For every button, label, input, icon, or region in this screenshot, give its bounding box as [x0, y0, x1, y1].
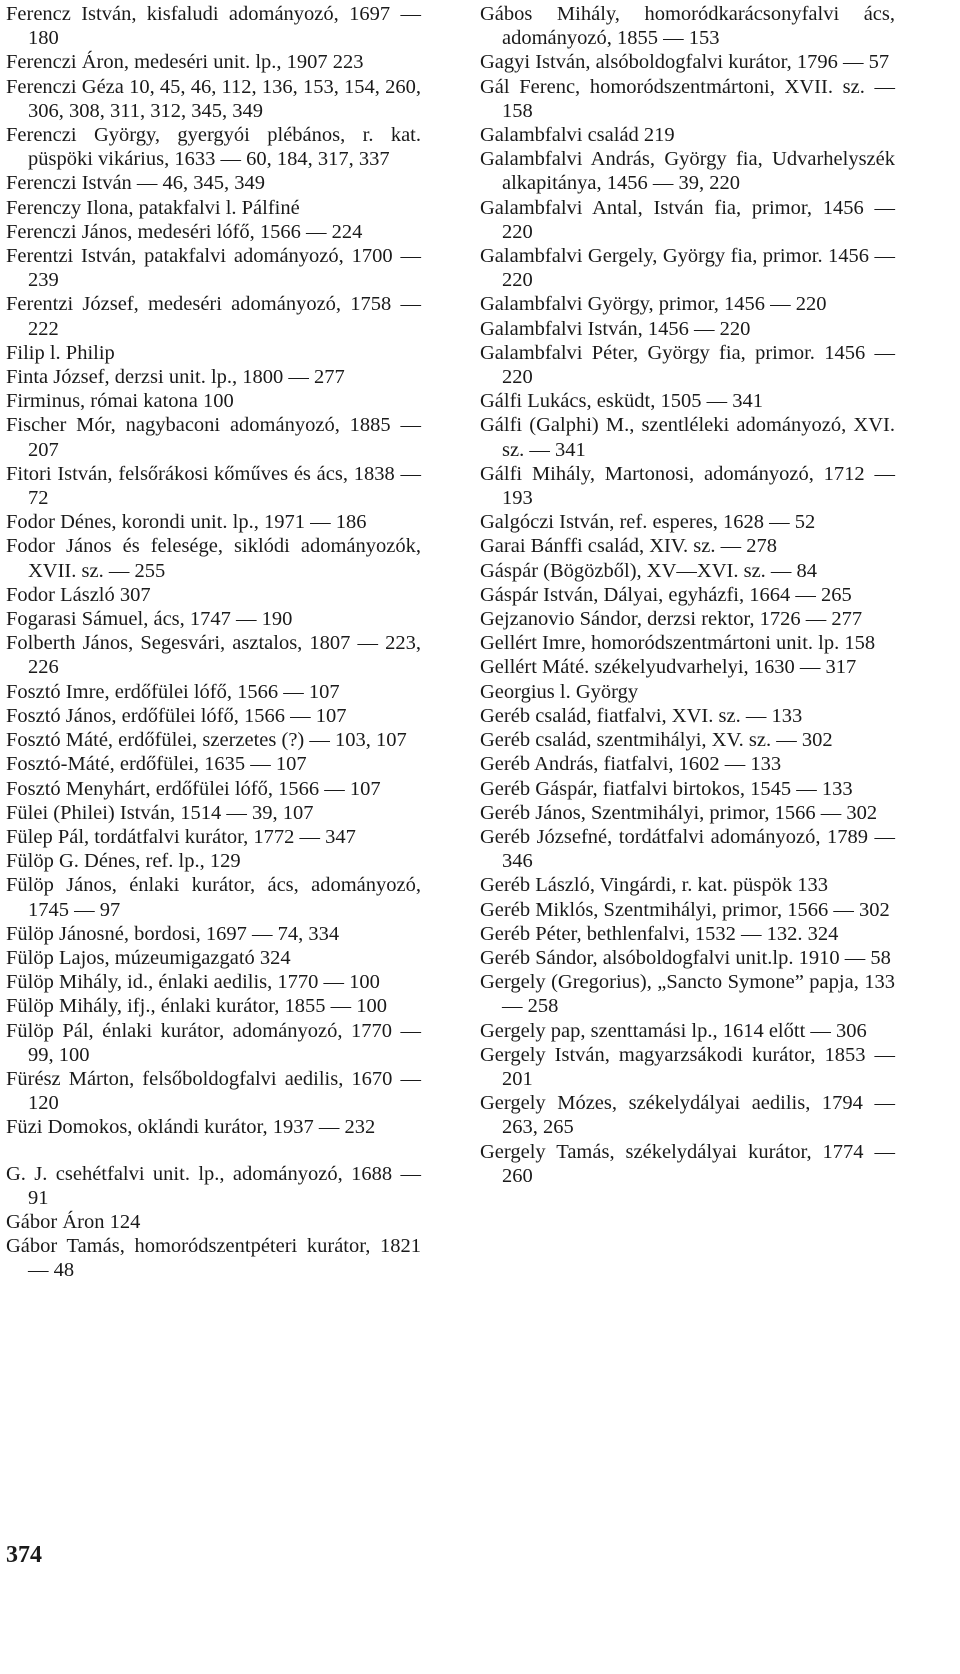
index-entry: Geréb Gáspár, fiatfalvi birtokos, 1545 — 133	[480, 777, 853, 800]
index-entry: Filip l. Philip	[6, 341, 115, 364]
index-entry: Galgóczi István, ref. esperes, 1628 — 52	[480, 511, 816, 534]
index-entry: Gábor Tamás, homoródszentpéteri kurátor, 1821 — 48	[6, 1235, 421, 1282]
index-entry: Fürész Márton, felsőboldogfalvi aedilis, 1670 — 120	[6, 1067, 421, 1115]
index-entry: Ferenczi Áron, medeséri unit. lp., 1907 223	[6, 51, 364, 74]
left-column	[6, 2, 421, 1283]
index-entry: Ferenczi István — 46, 345, 349	[6, 172, 266, 195]
index-entry: Galambfalvi Gergely, György fia, primor. 1456 — 220	[480, 245, 895, 292]
index-entry: Firminus, római katona 100	[6, 390, 234, 413]
index-entry: Geréb László, Vingárdi, r. kat. püspök 133	[480, 874, 828, 897]
index-entry: Galambfalvi András, György fia, Udvarhelyszék alkapitánya, 1456 — 39, 220	[480, 148, 895, 195]
index-entry: Gellért Máté. székelyudvarhelyi, 1630 — 317	[480, 656, 857, 679]
index-entry: Fülöp G. Dénes, ref. lp., 129	[6, 850, 241, 873]
index-entry: Fülöp Mihály, id., énlaki aedilis, 1770 — 100	[6, 971, 380, 994]
index-entry: Fodor Dénes, korondi unit. lp., 1971 — 186	[6, 511, 367, 534]
index-entry: Geréb János, Szentmihályi, primor, 1566 — 302	[480, 801, 878, 824]
index-entry: Ferenczy Ilona, patakfalvi l. Pálfiné	[6, 196, 300, 219]
index-entry: Fosztó Máté, erdőfülei, szerzetes (?) — 103, 107	[6, 729, 407, 752]
page-number: 374	[6, 1542, 42, 1568]
index-entry: Fogarasi Sámuel, ács, 1747 — 190	[6, 608, 293, 631]
index-entry: Gergely pap, szenttamási lp., 1614 előtt — 306	[480, 1019, 867, 1042]
index-entry: Georgius l. György	[480, 680, 639, 703]
index-entry: Galambfalvi György, primor, 1456 — 220	[480, 293, 827, 316]
index-entry: Füzi Domokos, oklándi kurátor, 1937 — 232	[6, 1116, 376, 1139]
index-entry: Fülöp Lajos, múzeumigazgató 324	[6, 946, 291, 969]
index-entry: Gálfi Mihály, Martonosi, adományozó, 1712 — 193	[480, 462, 895, 510]
index-entry: Galambfalvi Antal, István fia, primor, 1456 — 220	[480, 196, 895, 243]
index-entry: Gagyi István, alsóboldogfalvi kurátor, 1796 — 57	[480, 51, 890, 74]
index-entry: Gejzanovio Sándor, derzsi rektor, 1726 — 277	[480, 608, 863, 631]
index-entry: Garai Bánffi család, XIV. sz. — 278	[480, 535, 777, 558]
index-entry: Gergely Mózes, székelydályai aedilis, 1794 — 263, 265	[480, 1092, 895, 1139]
index-entry: Geréb Sándor, alsóboldogfalvi unit.lp. 1910 — 58	[480, 946, 891, 969]
index-entry: Folberth János, Segesvári, asztalos, 1807 — 223, 226	[6, 632, 421, 679]
index-entry: Ferentzi József, medeséri adományozó, 1758 — 222	[6, 293, 421, 340]
index-entry: Galambfalvi Péter, György fia, primor. 1456 — 220	[480, 341, 895, 389]
index-entry: Ferenczi György, gyergyói plébános, r. kat. püspöki vikárius, 1633 — 60, 184, 317, 337	[6, 124, 421, 171]
index-entry: Fodor László 307	[6, 583, 151, 606]
index-entry: Fosztó-Máté, erdőfülei, 1635 — 107	[6, 753, 307, 776]
index-entry: Gábos Mihály, homoródkarácsonyfalvi ács, adományozó, 1855 — 153	[480, 3, 895, 50]
index-entry: Geréb Péter, bethlenfalvi, 1532 — 132. 324	[480, 922, 839, 945]
index-entry: Gálfi (Galphi) M., szentléleki adományozó, XVI. sz. — 341	[480, 414, 895, 461]
index-entry: Gellért Imre, homoródszentmártoni unit. lp. 158	[480, 632, 876, 655]
index-entry: Ferentzi István, patakfalvi adományozó, 1700 — 239	[6, 245, 421, 292]
index-entry: Fülöp Jánosné, bordosi, 1697 — 74, 334	[6, 922, 340, 945]
index-entry: Gálfi Lukács, esküdt, 1505 — 341	[480, 390, 763, 413]
index-entry: Gergely István, magyarzsákodi kurátor, 1853 — 201	[480, 1043, 895, 1090]
index-entry: Fosztó Menyhárt, erdőfülei lófő, 1566 — 107	[6, 777, 381, 800]
index-entry: Galambfalvi család 219	[480, 124, 675, 147]
index-entry: Ferencz István, kisfaludi adományozó, 1697 — 180	[6, 3, 421, 50]
index-entry: Gábor Áron 124	[6, 1210, 141, 1233]
index-entry: Fülöp János, énlaki kurátor, ács, adományozó, 1745 — 97	[6, 874, 421, 921]
index-entry: Gergely Tamás, székelydályai kurátor, 1774 — 260	[480, 1140, 895, 1187]
index-entry: Geréb András, fiatfalvi, 1602 — 133	[480, 753, 782, 776]
index-entry: Geréb család, fiatfalvi, XVI. sz. — 133	[480, 704, 803, 727]
index-entry: Geréb Józsefné, tordátfalvi adományozó, 1789 — 346	[480, 825, 895, 873]
index-entry: Fitori István, felsőrákosi kőműves és ács, 1838 — 72	[6, 462, 421, 510]
index-entry: Geréb család, szentmihályi, XV. sz. — 302	[480, 729, 833, 752]
index-entry: Fosztó János, erdőfülei lófő, 1566 — 107	[6, 704, 347, 727]
right-column	[480, 2, 895, 1188]
index-entry: Ferenczi János, medeséri lófő, 1566 — 224	[6, 220, 363, 243]
index-entry: Gáspár István, Dályai, egyházfi, 1664 — 265	[480, 583, 852, 606]
index-entry: Finta József, derzsi unit. lp., 1800 — 277	[6, 366, 345, 389]
index-entry: G. J. csehétfalvi unit. lp., adományozó, 1688 — 91	[6, 1162, 421, 1209]
index-entry: Ferenczi Géza 10, 45, 46, 112, 136, 153, 154, 260, 306, 308, 311, 312, 345, 349	[6, 75, 421, 122]
index-entry: Gál Ferenc, homoródszentmártoni, XVII. sz. — 158	[480, 75, 895, 122]
index-entry: Galambfalvi István, 1456 — 220	[480, 317, 751, 340]
index-entry: Fodor János és felesége, siklódi adományozók, XVII. sz. — 255	[6, 535, 421, 582]
index-entry: Gergely (Gregorius), „Sancto Symone” papja, 133 — 258	[480, 971, 895, 1018]
index-entry: Gáspár (Bögözből), XV—XVI. sz. — 84	[480, 559, 818, 582]
index-entry: Fosztó Imre, erdőfülei lófő, 1566 — 107	[6, 680, 340, 703]
index-entry: Fülep Pál, tordátfalvi kurátor, 1772 — 347	[6, 825, 356, 848]
index-entry: Fülöp Mihály, ifj., énlaki kurátor, 1855 — 100	[6, 995, 388, 1018]
index-entry: Geréb Miklós, Szentmihályi, primor, 1566 — 302	[480, 898, 890, 921]
index-entry: Fischer Mór, nagybaconi adományozó, 1885 — 207	[6, 414, 421, 461]
index-entry: Fülöp Pál, énlaki kurátor, adományozó, 1770 — 99, 100	[6, 1019, 421, 1066]
section-gap	[6, 1140, 421, 1162]
index-entry: Fülei (Philei) István, 1514 — 39, 107	[6, 801, 314, 824]
